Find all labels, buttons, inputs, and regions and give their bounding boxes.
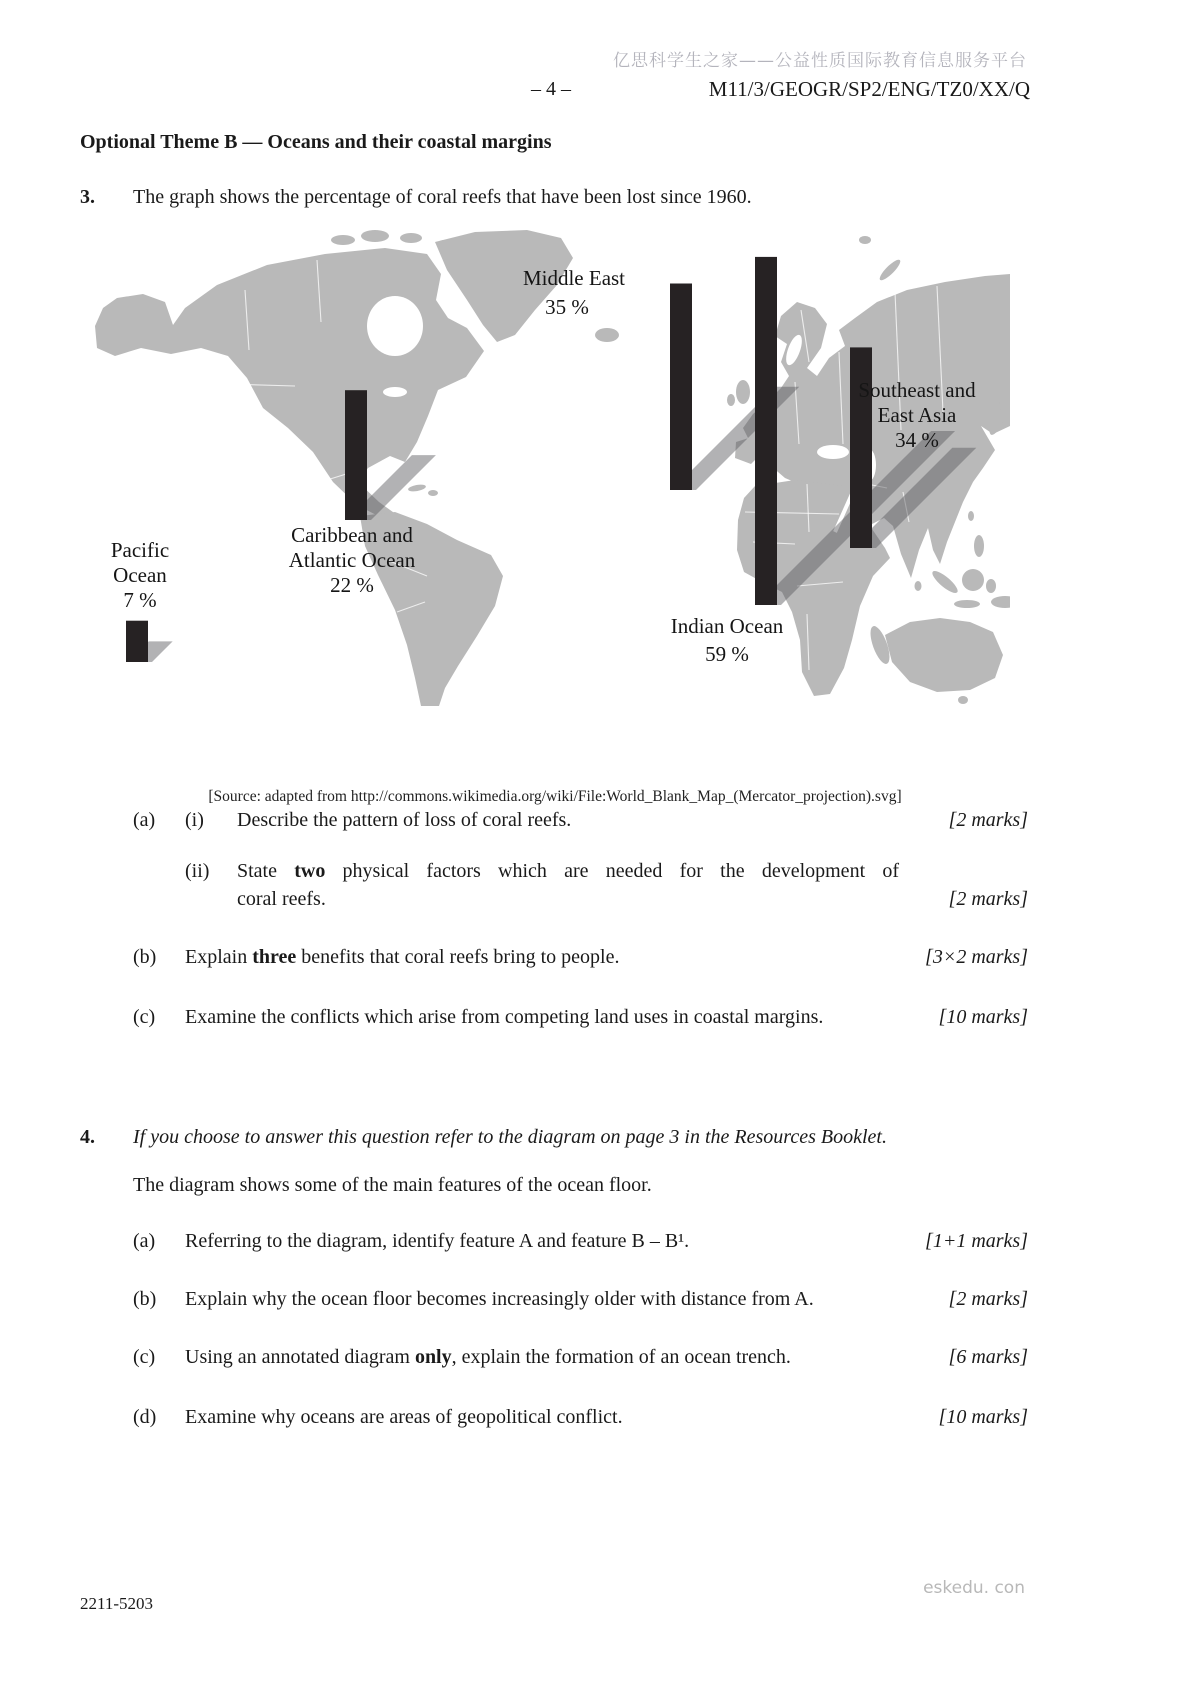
q4a-text: Referring to the diagram, identify feature A and feature B – B¹. bbox=[185, 1230, 690, 1252]
arctic-island bbox=[361, 230, 389, 242]
taiwan bbox=[968, 511, 974, 521]
novaya-zemlya bbox=[877, 257, 902, 282]
q3aii-label: (ii) bbox=[185, 860, 210, 882]
bar-middle-east bbox=[670, 284, 692, 491]
q3b-text: Explain three benefits that coral reefs bring to people. bbox=[185, 946, 620, 968]
label-pacific: Pacific bbox=[110, 538, 170, 562]
q3aii-line2: coral reefs. bbox=[237, 888, 326, 910]
value-pacific: 7 % bbox=[123, 588, 157, 612]
value-southeast-asia: 34 % bbox=[895, 428, 939, 452]
sulawesi bbox=[986, 579, 996, 593]
britain bbox=[736, 380, 750, 404]
label-indian-ocean: Indian Ocean bbox=[670, 614, 784, 638]
bar-indian-ocean bbox=[755, 257, 777, 605]
label-caribbean: Caribbean and bbox=[291, 523, 413, 547]
q4a-label: (a) bbox=[133, 1230, 156, 1252]
q3b-label: (b) bbox=[133, 946, 157, 968]
q3aii-marks: [2 marks] bbox=[948, 888, 1028, 910]
q3c-text: Examine the conflicts which arise from competing land uses in coastal margins. bbox=[185, 1006, 824, 1028]
sumatra bbox=[930, 568, 961, 596]
coral-reef-loss-map-chart bbox=[95, 230, 1010, 708]
iceland bbox=[595, 328, 619, 342]
q3b-marks: [3×2 marks] bbox=[925, 946, 1028, 968]
value-middle-east: 35 % bbox=[545, 295, 589, 319]
cuba bbox=[408, 483, 427, 492]
q4d-label: (d) bbox=[133, 1406, 157, 1428]
section-title: Optional Theme B — Oceans and their coastal margins bbox=[80, 131, 552, 153]
q3c-label: (c) bbox=[133, 1006, 156, 1028]
hispaniola bbox=[428, 490, 438, 496]
footer-watermark: eskedu. con bbox=[923, 1578, 1025, 1598]
q3ai-marks: [2 marks] bbox=[948, 809, 1028, 831]
borneo bbox=[962, 569, 984, 591]
q4c-label: (c) bbox=[133, 1346, 156, 1368]
q3ai-label: (i) bbox=[185, 809, 204, 831]
svg-text:Ocean: Ocean bbox=[113, 563, 167, 587]
q4c-text: Using an annotated diagram only, explain the formation of an ocean trench. bbox=[185, 1346, 791, 1368]
q3c-marks: [10 marks] bbox=[938, 1006, 1028, 1028]
q3ai-text: Describe the pattern of loss of coral reefs. bbox=[237, 809, 572, 831]
q4b-marks: [2 marks] bbox=[948, 1288, 1028, 1310]
ireland bbox=[727, 394, 735, 406]
svg-text:East Asia: East Asia bbox=[877, 403, 957, 427]
value-indian-ocean: 59 % bbox=[705, 642, 749, 666]
q4b-text: Explain why the ocean floor becomes increasingly older with distance from A. bbox=[185, 1288, 814, 1310]
new-guinea bbox=[991, 596, 1010, 608]
arctic-island bbox=[400, 233, 422, 243]
header-watermark: 亿思科学生之家——公益性质国际教育信息服务平台 bbox=[613, 51, 1027, 71]
q4b-label: (b) bbox=[133, 1288, 157, 1310]
black-sea bbox=[817, 445, 849, 459]
svalbard bbox=[859, 236, 871, 244]
q4d-text: Examine why oceans are areas of geopolitical conflict. bbox=[185, 1406, 623, 1428]
page-number: – 4 – bbox=[531, 78, 571, 100]
svg-text:Atlantic Ocean: Atlantic Ocean bbox=[288, 548, 416, 572]
value-caribbean: 22 % bbox=[330, 573, 374, 597]
label-southeast-asia: Southeast and bbox=[858, 378, 976, 402]
philippines bbox=[974, 535, 984, 557]
bar-caribbean-atlantic bbox=[345, 390, 367, 520]
label-middle-east: Middle East bbox=[522, 266, 626, 290]
q3aii-line1: State two physical factors which are needed for the development of bbox=[237, 860, 899, 882]
paper-code: M11/3/GEOGR/SP2/ENG/TZ0/XX/Q bbox=[708, 77, 1030, 101]
q4-intro: If you choose to answer this question refer to the diagram on page 3 in the Resources Booklet. bbox=[133, 1126, 887, 1148]
q3-number: 3. bbox=[80, 186, 95, 208]
q4c-marks: [6 marks] bbox=[948, 1346, 1028, 1368]
footer-code: 2211-5203 bbox=[80, 1594, 154, 1613]
q4a-marks: [1+1 marks] bbox=[925, 1230, 1028, 1252]
q3-intro: The graph shows the percentage of coral reefs that have been lost since 1960. bbox=[133, 186, 752, 208]
hudson-bay bbox=[367, 296, 423, 356]
continent-australia bbox=[885, 618, 1003, 692]
q4-number: 4. bbox=[80, 1126, 95, 1148]
q3a-label: (a) bbox=[133, 809, 156, 831]
bar-pacific-ocean bbox=[126, 621, 148, 662]
java bbox=[954, 600, 980, 608]
arctic-island bbox=[331, 235, 355, 245]
source-caption: [Source: adapted from http://commons.wikimedia.org/wiki/File:World_Blank_Map_(Mercator_projection).svg] bbox=[208, 788, 902, 805]
q4-intro2: The diagram shows some of the main features of the ocean floor. bbox=[133, 1174, 652, 1196]
great-lakes bbox=[383, 387, 407, 397]
q4d-marks: [10 marks] bbox=[938, 1406, 1028, 1428]
sri-lanka bbox=[915, 581, 922, 591]
continent-north-america bbox=[95, 248, 484, 536]
tasmania bbox=[958, 696, 968, 704]
